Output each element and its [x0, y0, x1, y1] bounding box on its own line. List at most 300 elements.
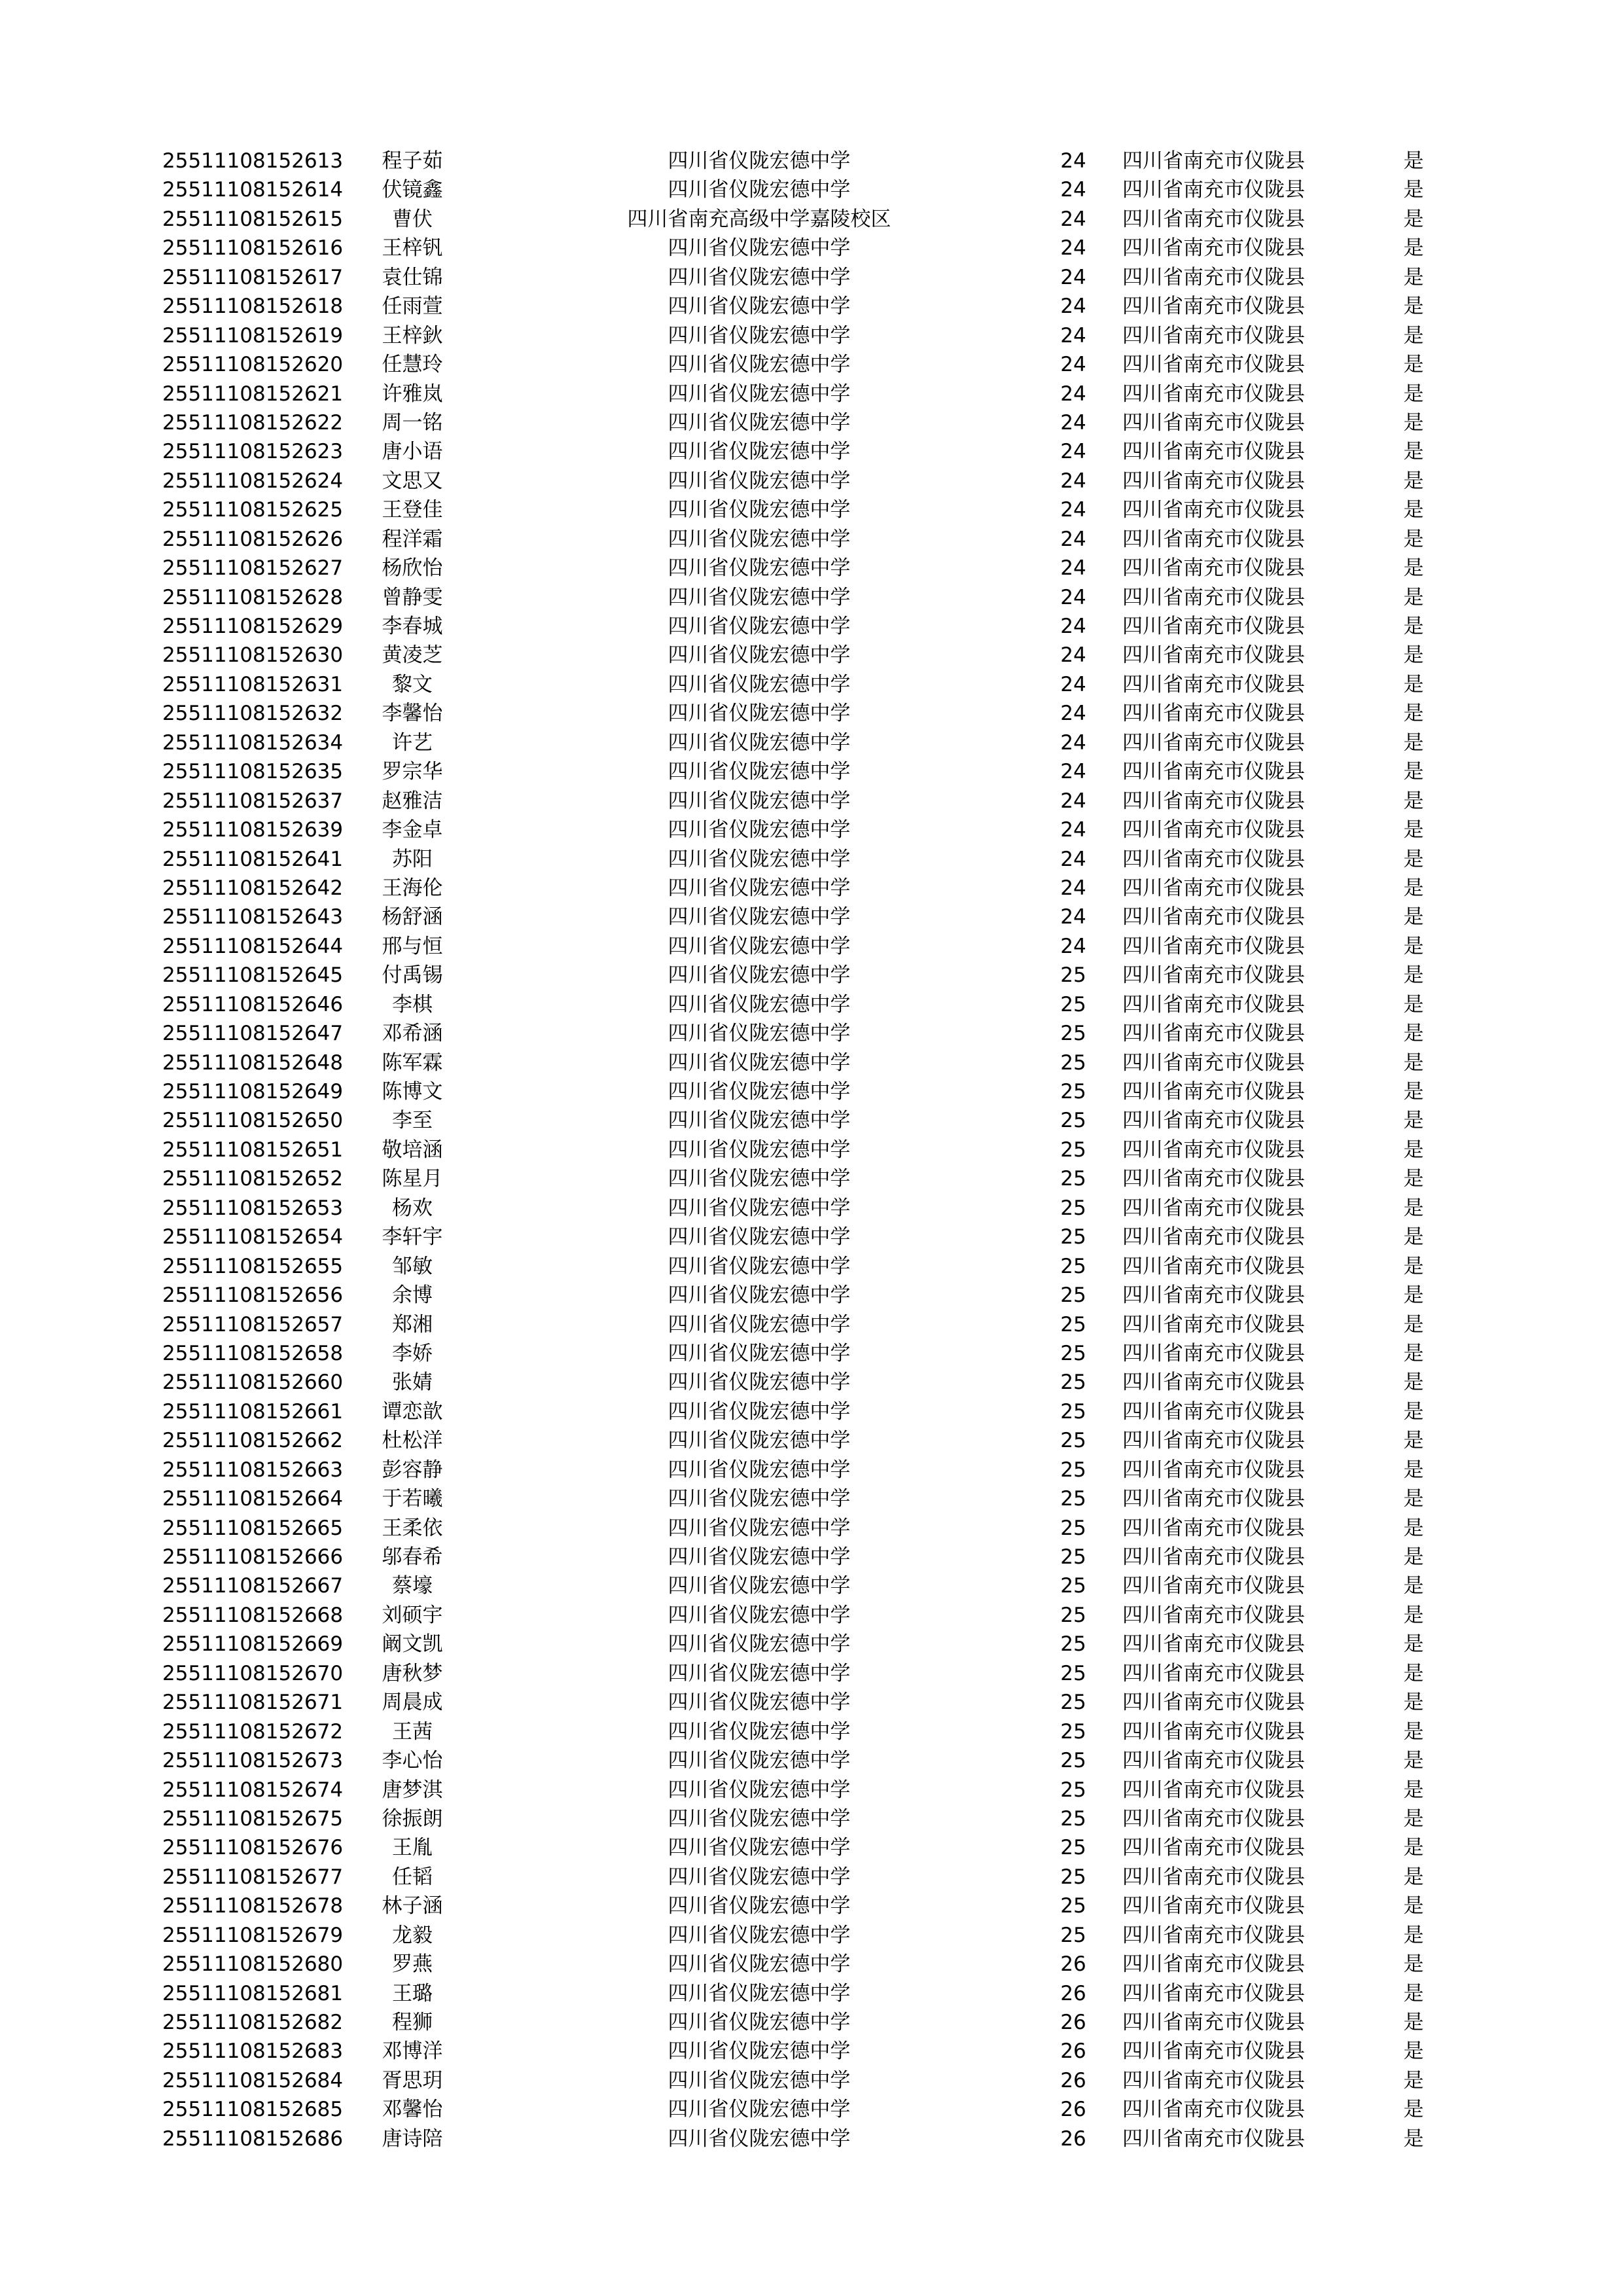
row-flag: 是 [1403, 1458, 1424, 1482]
table-row [0, 1892, 1623, 1920]
row-flag: 是 [1403, 1429, 1424, 1453]
row-name: 苏阳 [392, 847, 433, 871]
table-row [0, 2066, 1623, 2095]
row-id: 25511108152621 [162, 382, 344, 406]
row-school: 四川省仪陇宏德中学 [668, 1574, 851, 1598]
row-school: 四川省仪陇宏德中学 [668, 876, 851, 900]
table-row [0, 670, 1623, 699]
row-flag: 是 [1403, 1080, 1424, 1103]
row-number: 25 [1060, 1487, 1086, 1511]
row-flag: 是 [1403, 1719, 1424, 1744]
row-school: 四川省仪陇宏德中学 [668, 2068, 851, 2092]
row-number: 24 [1060, 527, 1086, 551]
row-school: 四川省仪陇宏德中学 [668, 1632, 851, 1657]
row-school: 四川省仪陇宏德中学 [668, 178, 851, 202]
row-flag: 是 [1403, 1371, 1424, 1395]
row-name: 蔡壕 [392, 1574, 433, 1598]
row-name: 于若曦 [382, 1487, 443, 1511]
row-school: 四川省仪陇宏德中学 [668, 2039, 851, 2064]
row-flag: 是 [1403, 876, 1424, 900]
row-region: 四川省南充市仪陇县 [1122, 585, 1305, 609]
row-number: 25 [1060, 1806, 1086, 1831]
row-number: 24 [1060, 847, 1086, 871]
row-number: 24 [1060, 382, 1086, 406]
table-row [0, 1368, 1623, 1397]
row-id: 25511108152625 [162, 498, 344, 522]
row-name: 李馨怡 [382, 702, 443, 726]
row-name: 付禹锡 [382, 963, 443, 988]
table-row [0, 1252, 1623, 1281]
row-region: 四川省南充市仪陇县 [1122, 1865, 1305, 1889]
row-id: 25511108152684 [162, 2068, 344, 2092]
row-region: 四川省南充市仪陇县 [1122, 1429, 1305, 1453]
row-region: 四川省南充市仪陇县 [1122, 1632, 1305, 1657]
row-id: 25511108152615 [162, 207, 344, 231]
table-row [0, 2095, 1623, 2124]
row-region: 四川省南充市仪陇县 [1122, 730, 1305, 755]
row-number: 24 [1060, 789, 1086, 813]
row-number: 25 [1060, 1341, 1086, 1365]
table-row [0, 583, 1623, 612]
row-id: 25511108152670 [162, 1661, 344, 1685]
row-number: 24 [1060, 730, 1086, 755]
row-region: 四川省南充市仪陇县 [1122, 1806, 1305, 1831]
row-name: 王登佳 [382, 498, 443, 522]
table-row [0, 816, 1623, 844]
row-school: 四川省仪陇宏德中学 [668, 1661, 851, 1685]
row-flag: 是 [1403, 1022, 1424, 1046]
row-school: 四川省仪陇宏德中学 [668, 2126, 851, 2151]
row-school: 四川省仪陇宏德中学 [668, 1371, 851, 1395]
row-number: 24 [1060, 295, 1086, 319]
row-flag: 是 [1403, 410, 1424, 435]
row-flag: 是 [1403, 2039, 1424, 2064]
row-flag: 是 [1403, 1691, 1424, 1715]
row-name: 胥思玥 [382, 2068, 443, 2092]
row-flag: 是 [1403, 789, 1424, 813]
row-id: 25511108152624 [162, 469, 344, 493]
row-name: 陈博文 [382, 1080, 443, 1103]
row-name: 林子涵 [382, 1894, 443, 1918]
row-number: 25 [1060, 1894, 1086, 1918]
table-row [0, 1571, 1623, 1600]
row-region: 四川省南充市仪陇县 [1122, 1341, 1305, 1365]
table-row [0, 1194, 1623, 1223]
row-region: 四川省南充市仪陇县 [1122, 876, 1305, 900]
row-region: 四川省南充市仪陇县 [1122, 440, 1305, 464]
row-id: 25511108152663 [162, 1458, 344, 1482]
row-region: 四川省南充市仪陇县 [1122, 1283, 1305, 1308]
row-region: 四川省南充市仪陇县 [1122, 1981, 1305, 2005]
row-region: 四川省南充市仪陇县 [1122, 1778, 1305, 1802]
row-flag: 是 [1403, 1283, 1424, 1308]
row-flag: 是 [1403, 1836, 1424, 1860]
row-id: 25511108152644 [162, 934, 344, 958]
row-id: 25511108152669 [162, 1632, 344, 1657]
row-region: 四川省南充市仪陇县 [1122, 353, 1305, 377]
table-row [0, 961, 1623, 990]
table-row [0, 612, 1623, 641]
row-name: 王柔依 [382, 1516, 443, 1540]
row-id: 25511108152626 [162, 527, 344, 551]
row-flag: 是 [1403, 2126, 1424, 2151]
row-region: 四川省南充市仪陇县 [1122, 1167, 1305, 1191]
row-region: 四川省南充市仪陇县 [1122, 1516, 1305, 1540]
row-id: 25511108152628 [162, 585, 344, 609]
row-flag: 是 [1403, 207, 1424, 231]
row-number: 24 [1060, 469, 1086, 493]
row-number: 25 [1060, 1399, 1086, 1424]
row-school: 四川省仪陇宏德中学 [668, 992, 851, 1016]
row-id: 25511108152643 [162, 905, 344, 929]
row-flag: 是 [1403, 1196, 1424, 1220]
row-number: 25 [1060, 1050, 1086, 1075]
row-flag: 是 [1403, 1254, 1424, 1278]
row-flag: 是 [1403, 295, 1424, 319]
row-name: 邓馨怡 [382, 2098, 443, 2122]
row-id: 25511108152650 [162, 1109, 344, 1133]
table-row [0, 1979, 1623, 2008]
row-name: 谭恋歆 [382, 1399, 443, 1424]
row-id: 25511108152673 [162, 1749, 344, 1773]
row-name: 陈军霖 [382, 1050, 443, 1075]
row-school: 四川省仪陇宏德中学 [668, 1458, 851, 1482]
row-number: 25 [1060, 992, 1086, 1016]
row-id: 25511108152677 [162, 1865, 344, 1889]
row-region: 四川省南充市仪陇县 [1122, 2011, 1305, 2034]
row-region: 四川省南充市仪陇县 [1122, 672, 1305, 696]
row-name: 彭容静 [382, 1458, 443, 1482]
row-name: 赵雅洁 [382, 789, 443, 813]
table-row [0, 1164, 1623, 1193]
table-row [0, 728, 1623, 757]
row-school: 四川省仪陇宏德中学 [668, 1487, 851, 1511]
row-school: 四川省仪陇宏德中学 [668, 672, 851, 696]
row-number: 24 [1060, 440, 1086, 464]
row-name: 邓希涵 [382, 1022, 443, 1046]
row-school: 四川省仪陇宏德中学 [668, 1109, 851, 1133]
row-number: 25 [1060, 1923, 1086, 1947]
row-number: 26 [1060, 2126, 1086, 2151]
row-id: 25511108152685 [162, 2098, 344, 2122]
row-number: 25 [1060, 1661, 1086, 1685]
row-region: 四川省南充市仪陇县 [1122, 556, 1305, 581]
row-id: 25511108152657 [162, 1312, 344, 1336]
row-school: 四川省仪陇宏德中学 [668, 1806, 851, 1831]
row-number: 24 [1060, 149, 1086, 173]
row-flag: 是 [1403, 2068, 1424, 2092]
row-name: 许雅岚 [382, 382, 443, 406]
row-name: 周晨成 [382, 1691, 443, 1715]
row-region: 四川省南充市仪陇县 [1122, 818, 1305, 842]
row-name: 李心怡 [382, 1749, 443, 1773]
table-row [0, 1804, 1623, 1833]
row-school: 四川省仪陇宏德中学 [668, 498, 851, 522]
row-school: 四川省仪陇宏德中学 [668, 1225, 851, 1249]
table-row [0, 1776, 1623, 1804]
table-row [0, 263, 1623, 292]
row-region: 四川省南充市仪陇县 [1122, 1923, 1305, 1947]
row-flag: 是 [1403, 1167, 1424, 1191]
row-school: 四川省仪陇宏德中学 [668, 556, 851, 581]
table-row [0, 874, 1623, 903]
row-region: 四川省南充市仪陇县 [1122, 265, 1305, 289]
row-name: 杨欣怡 [382, 556, 443, 581]
row-id: 25511108152656 [162, 1283, 344, 1308]
row-id: 25511108152617 [162, 265, 344, 289]
row-id: 25511108152652 [162, 1167, 344, 1191]
row-flag: 是 [1403, 1806, 1424, 1831]
row-name: 李金卓 [382, 818, 443, 842]
row-flag: 是 [1403, 963, 1424, 988]
row-school: 四川省仪陇宏德中学 [668, 265, 851, 289]
row-id: 25511108152634 [162, 730, 344, 755]
table-row [0, 321, 1623, 350]
row-school: 四川省仪陇宏德中学 [668, 1981, 851, 2005]
row-school: 四川省仪陇宏德中学 [668, 1399, 851, 1424]
table-row [0, 234, 1623, 262]
row-id: 25511108152674 [162, 1778, 344, 1802]
table-row [0, 147, 1623, 175]
row-flag: 是 [1403, 1749, 1424, 1773]
row-region: 四川省南充市仪陇县 [1122, 410, 1305, 435]
row-number: 24 [1060, 236, 1086, 260]
row-number: 25 [1060, 1225, 1086, 1249]
table-row [0, 1426, 1623, 1455]
row-flag: 是 [1403, 469, 1424, 493]
row-id: 25511108152618 [162, 295, 344, 319]
row-number: 24 [1060, 876, 1086, 900]
row-school: 四川省仪陇宏德中学 [668, 382, 851, 406]
table-row [0, 1543, 1623, 1571]
row-region: 四川省南充市仪陇县 [1122, 1254, 1305, 1278]
row-number: 24 [1060, 615, 1086, 638]
row-region: 四川省南充市仪陇县 [1122, 905, 1305, 929]
row-school: 四川省仪陇宏德中学 [668, 905, 851, 929]
row-number: 24 [1060, 905, 1086, 929]
row-flag: 是 [1403, 2098, 1424, 2122]
table-row [0, 1717, 1623, 1746]
row-id: 25511108152662 [162, 1429, 344, 1453]
row-flag: 是 [1403, 1632, 1424, 1657]
row-region: 四川省南充市仪陇县 [1122, 1749, 1305, 1773]
row-flag: 是 [1403, 1312, 1424, 1336]
row-id: 25511108152653 [162, 1196, 344, 1220]
row-school: 四川省仪陇宏德中学 [668, 1080, 851, 1103]
row-name: 王梓钒 [382, 236, 443, 260]
row-school: 四川省仪陇宏德中学 [668, 1138, 851, 1162]
row-name: 程洋霜 [382, 527, 443, 551]
table-row [0, 1049, 1623, 1077]
row-number: 24 [1060, 818, 1086, 842]
row-id: 25511108152666 [162, 1545, 344, 1569]
row-school: 四川省仪陇宏德中学 [668, 2011, 851, 2034]
row-number: 25 [1060, 1254, 1086, 1278]
table-row [0, 437, 1623, 466]
row-number: 24 [1060, 265, 1086, 289]
table-row [0, 350, 1623, 379]
row-number: 24 [1060, 585, 1086, 609]
row-region: 四川省南充市仪陇县 [1122, 527, 1305, 551]
row-number: 24 [1060, 760, 1086, 784]
row-school: 四川省仪陇宏德中学 [668, 2098, 851, 2122]
table-row [0, 1950, 1623, 1979]
row-region: 四川省南充市仪陇县 [1122, 1080, 1305, 1103]
row-name: 李娇 [392, 1341, 433, 1365]
row-name: 刘硕宇 [382, 1603, 443, 1627]
row-number: 25 [1060, 1312, 1086, 1336]
row-region: 四川省南充市仪陇县 [1122, 615, 1305, 638]
row-name: 陈星月 [382, 1167, 443, 1191]
row-id: 25511108152646 [162, 992, 344, 1016]
row-school: 四川省仪陇宏德中学 [668, 702, 851, 726]
row-number: 25 [1060, 963, 1086, 988]
row-name: 罗宗华 [382, 760, 443, 784]
row-number: 25 [1060, 1283, 1086, 1308]
row-region: 四川省南充市仪陇县 [1122, 1399, 1305, 1424]
row-id: 25511108152622 [162, 410, 344, 435]
row-region: 四川省南充市仪陇县 [1122, 1458, 1305, 1482]
row-flag: 是 [1403, 730, 1424, 755]
row-flag: 是 [1403, 585, 1424, 609]
table-row [0, 205, 1623, 234]
row-id: 25511108152665 [162, 1516, 344, 1540]
row-id: 25511108152676 [162, 1836, 344, 1860]
row-school: 四川省仪陇宏德中学 [668, 469, 851, 493]
row-school: 四川省仪陇宏德中学 [668, 323, 851, 348]
row-flag: 是 [1403, 2011, 1424, 2034]
row-number: 25 [1060, 1778, 1086, 1802]
row-region: 四川省南充市仪陇县 [1122, 498, 1305, 522]
row-name: 李棋 [392, 992, 433, 1016]
row-school: 四川省仪陇宏德中学 [668, 1603, 851, 1627]
row-number: 24 [1060, 323, 1086, 348]
row-region: 四川省南充市仪陇县 [1122, 469, 1305, 493]
row-name: 张婧 [392, 1371, 433, 1395]
row-school: 四川省仪陇宏德中学 [668, 1719, 851, 1744]
row-region: 四川省南充市仪陇县 [1122, 178, 1305, 202]
row-name: 罗燕 [392, 1952, 433, 1977]
row-school: 四川省仪陇宏德中学 [668, 1022, 851, 1046]
row-name: 王梓鈥 [382, 323, 443, 348]
row-number: 24 [1060, 702, 1086, 726]
row-flag: 是 [1403, 615, 1424, 638]
table-row [0, 1484, 1623, 1513]
row-flag: 是 [1403, 440, 1424, 464]
row-school: 四川省仪陇宏德中学 [668, 1341, 851, 1365]
row-flag: 是 [1403, 702, 1424, 726]
row-name: 曹伏 [392, 207, 433, 231]
row-region: 四川省南充市仪陇县 [1122, 702, 1305, 726]
row-region: 四川省南充市仪陇县 [1122, 1371, 1305, 1395]
row-name: 黄凌芝 [382, 643, 443, 668]
row-name: 程子茹 [382, 149, 443, 173]
row-name: 龙毅 [392, 1923, 433, 1947]
row-flag: 是 [1403, 1109, 1424, 1133]
row-number: 24 [1060, 556, 1086, 581]
row-number: 24 [1060, 207, 1086, 231]
row-number: 24 [1060, 934, 1086, 958]
row-id: 25511108152667 [162, 1574, 344, 1598]
row-school: 四川省仪陇宏德中学 [668, 149, 851, 173]
row-region: 四川省南充市仪陇县 [1122, 1050, 1305, 1075]
row-number: 25 [1060, 1691, 1086, 1715]
row-region: 四川省南充市仪陇县 [1122, 1574, 1305, 1598]
row-flag: 是 [1403, 527, 1424, 551]
row-id: 25511108152671 [162, 1691, 344, 1715]
row-number: 25 [1060, 1836, 1086, 1860]
row-name: 邬春希 [382, 1545, 443, 1569]
row-id: 25511108152619 [162, 323, 344, 348]
row-name: 郑湘 [392, 1312, 433, 1336]
row-flag: 是 [1403, 1050, 1424, 1075]
row-number: 24 [1060, 353, 1086, 377]
row-name: 杨欢 [392, 1196, 433, 1220]
row-school: 四川省仪陇宏德中学 [668, 1254, 851, 1278]
row-id: 25511108152637 [162, 789, 344, 813]
table-row [0, 990, 1623, 1019]
table-row [0, 1863, 1623, 1892]
row-number: 24 [1060, 178, 1086, 202]
row-flag: 是 [1403, 353, 1424, 377]
row-school: 四川省仪陇宏德中学 [668, 353, 851, 377]
row-id: 25511108152642 [162, 876, 344, 900]
row-number: 26 [1060, 2068, 1086, 2092]
table-row [0, 1310, 1623, 1339]
row-region: 四川省南充市仪陇县 [1122, 2039, 1305, 2064]
table-row [0, 1339, 1623, 1368]
row-region: 四川省南充市仪陇县 [1122, 789, 1305, 813]
table-row [0, 2037, 1623, 2066]
row-flag: 是 [1403, 1399, 1424, 1424]
table-row [0, 175, 1623, 204]
row-id: 25511108152651 [162, 1138, 344, 1162]
row-id: 25511108152645 [162, 963, 344, 988]
row-name: 李轩宇 [382, 1225, 443, 1249]
row-region: 四川省南充市仪陇县 [1122, 1487, 1305, 1511]
table-row [0, 787, 1623, 816]
row-region: 四川省南充市仪陇县 [1122, 207, 1305, 231]
row-number: 25 [1060, 1603, 1086, 1627]
data-table [0, 147, 1623, 2153]
row-school: 四川省仪陇宏德中学 [668, 934, 851, 958]
row-number: 25 [1060, 1196, 1086, 1220]
row-region: 四川省南充市仪陇县 [1122, 1894, 1305, 1918]
row-number: 24 [1060, 410, 1086, 435]
row-school: 四川省仪陇宏德中学 [668, 1167, 851, 1191]
row-id: 25511108152641 [162, 847, 344, 871]
row-name: 袁仕锦 [382, 265, 443, 289]
row-flag: 是 [1403, 1487, 1424, 1511]
row-name: 唐梦淇 [382, 1778, 443, 1802]
row-number: 25 [1060, 1371, 1086, 1395]
row-school: 四川省仪陇宏德中学 [668, 410, 851, 435]
row-name: 曾静雯 [382, 585, 443, 609]
row-id: 25511108152613 [162, 149, 344, 173]
row-id: 25511108152679 [162, 1923, 344, 1947]
row-school: 四川省仪陇宏德中学 [668, 1923, 851, 1947]
row-school: 四川省仪陇宏德中学 [668, 585, 851, 609]
row-region: 四川省南充市仪陇县 [1122, 992, 1305, 1016]
table-row [0, 903, 1623, 931]
row-name: 邢与恒 [382, 934, 443, 958]
row-school: 四川省仪陇宏德中学 [668, 1836, 851, 1860]
row-id: 25511108152616 [162, 236, 344, 260]
row-name: 王海伦 [382, 876, 443, 900]
table-row [0, 1746, 1623, 1775]
row-id: 25511108152686 [162, 2126, 344, 2151]
row-flag: 是 [1403, 556, 1424, 581]
